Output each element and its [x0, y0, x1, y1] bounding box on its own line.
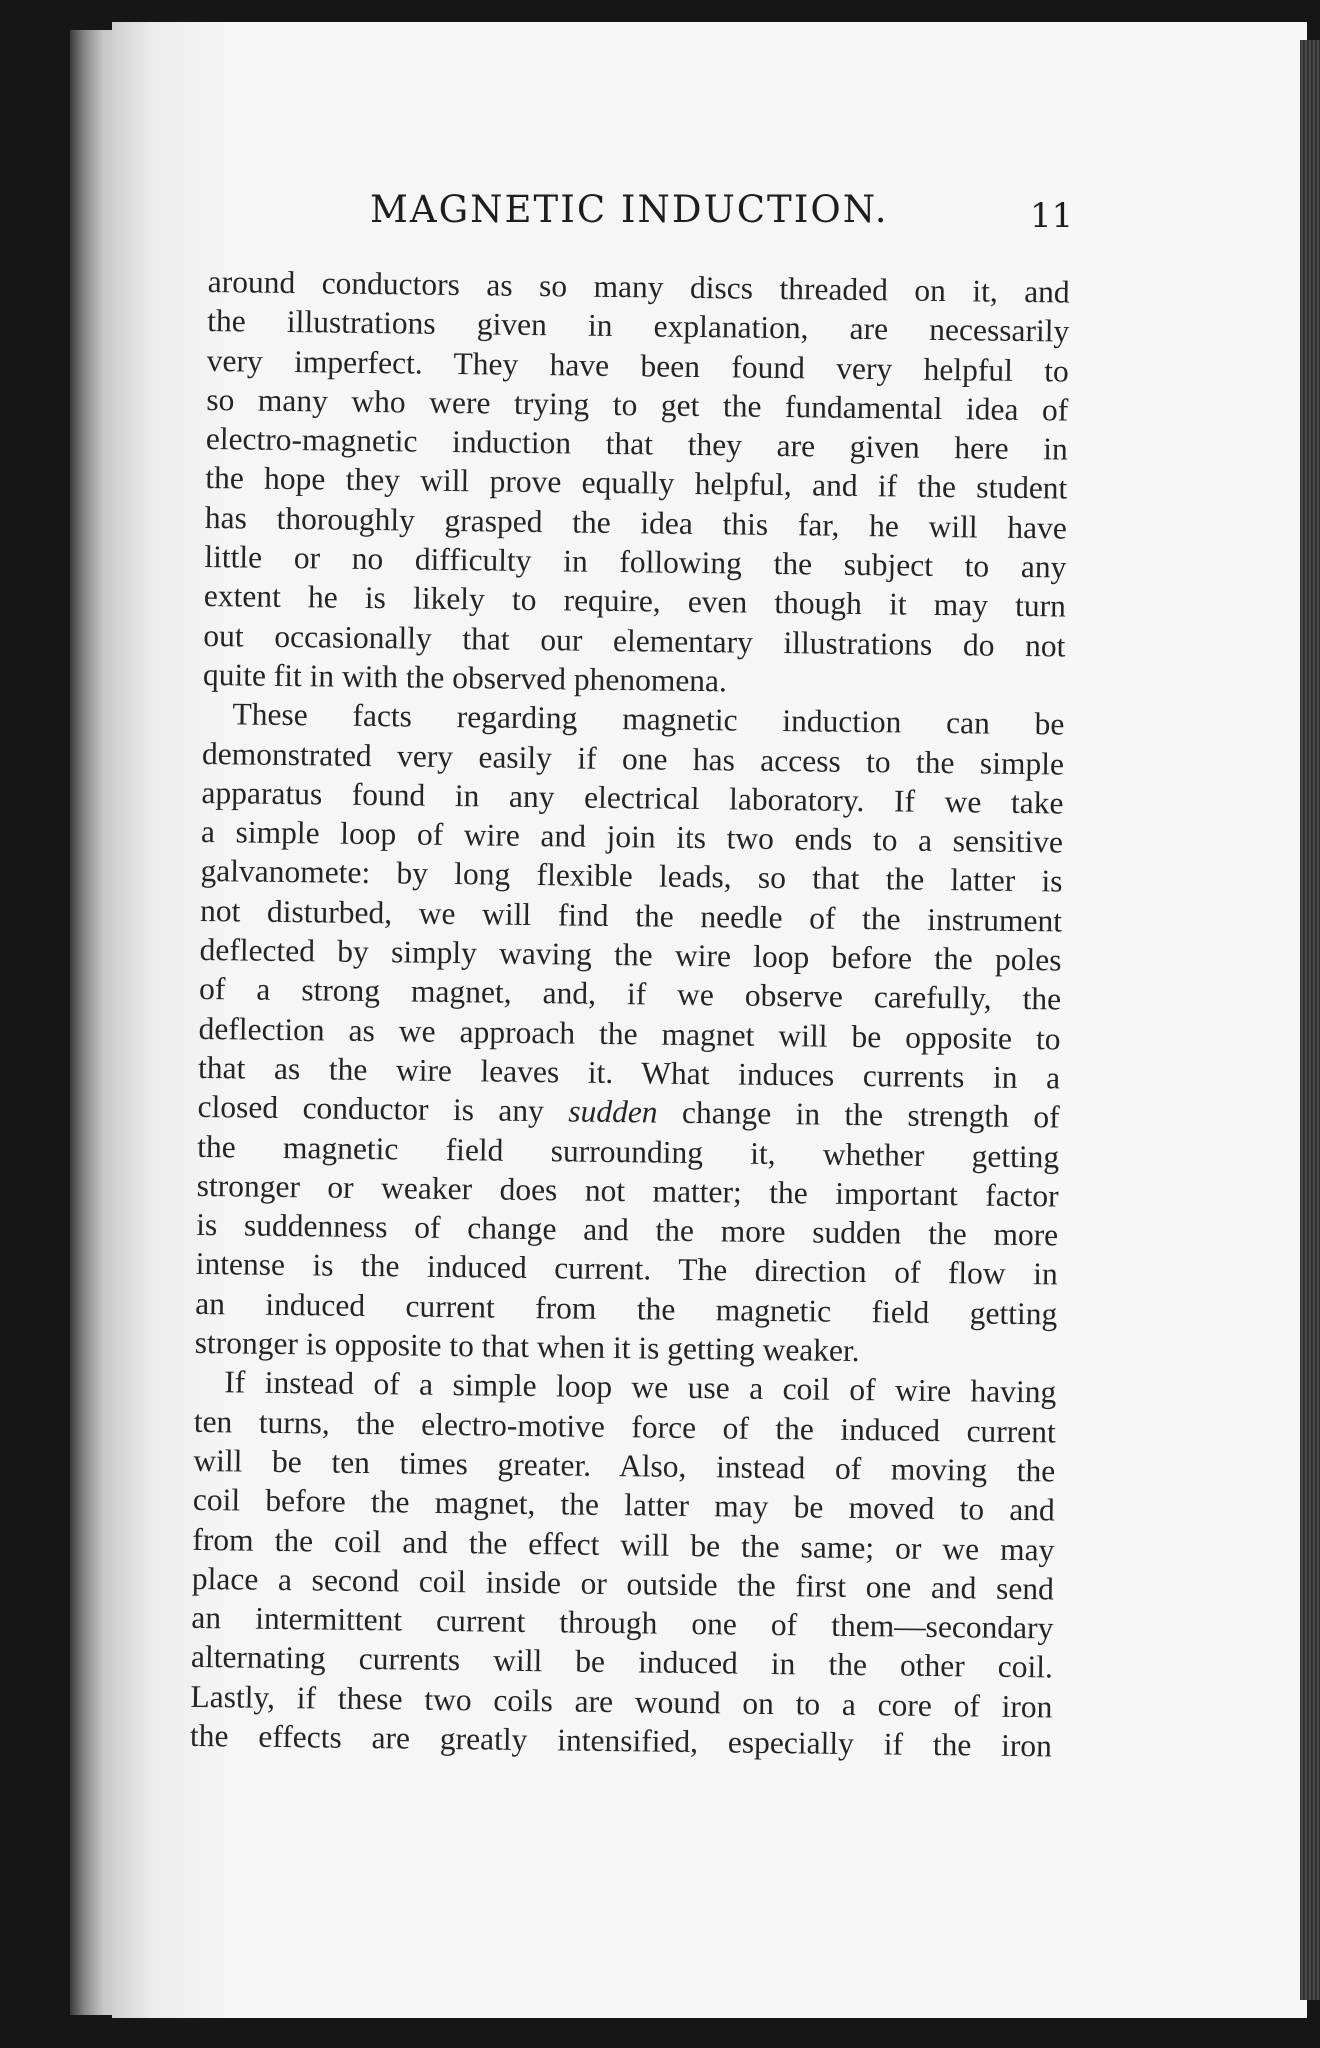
line-segment: change in the strength of — [681, 1095, 1060, 1135]
text-line: very imperfect. They have been found very helpful to — [206, 342, 1069, 389]
text-line: of a strong magnet, and, if we observe carefully, the — [198, 971, 1062, 1017]
text-line: coil before the magnet, the latter may be moved to and — [192, 1482, 1056, 1528]
text-line: galvanomete: by long flexible leads, so that the latter is — [200, 853, 1063, 899]
text-line: place a second coil inside or outside the first one and send — [191, 1560, 1055, 1607]
text-line: little or no difficulty in following the subject to any — [204, 539, 1067, 585]
text-line: from the coil and the effect will be the same; or we may — [192, 1521, 1055, 1567]
text-line: apparatus found in any electrical laboratory. If we take — [201, 774, 1064, 821]
text-line: extent he is likely to require, even though it may turn — [203, 578, 1067, 624]
text-line: deflected by simply waving the wire loop before the poles — [199, 931, 1062, 978]
text-line: electro-magnetic induction that they are given here in — [205, 421, 1068, 467]
text-line: stronger or weaker does not matter; the important factor — [196, 1167, 1059, 1214]
text-line: not disturbed, we will find the needle of the instrument — [199, 892, 1063, 939]
text-line: an induced current from the magnetic field getting — [195, 1285, 1058, 1332]
paragraph-3 — [190, 1362, 1057, 1765]
text-line: has thoroughly grasped the idea this far, he will have — [204, 499, 1068, 546]
paragraph-2 — [195, 694, 1065, 1373]
text-line: demonstrated very easily if one has access to the simple — [201, 735, 1065, 782]
italic-emphasis: sudden — [568, 1093, 658, 1130]
text-line: ten turns, the electro-motive force of the induced current — [193, 1403, 1056, 1450]
text-line: stronger is opposite to that when it is getting weaker. — [194, 1324, 860, 1369]
text-line: the effects are greatly intensified, especially if the iron — [189, 1717, 1053, 1764]
text-line: around conductors as so many discs threaded on it, and — [207, 263, 1070, 310]
text-line: If instead of a simple loop we use a coil of wire having — [224, 1364, 1057, 1410]
text-line: These facts regarding magnetic induction can be — [232, 696, 1065, 742]
body-text — [190, 262, 1070, 1766]
text-line: an intermittent current through one of them—secondary — [191, 1599, 1054, 1646]
text-line: will be ten times greater. Also, instead of moving the — [193, 1442, 1056, 1489]
text-line: out occasionally that our elementary illustrations do not — [203, 617, 1066, 664]
text-line: is suddenness of change and the more sudden the more — [196, 1207, 1059, 1253]
page-stack-edge — [1300, 40, 1320, 2000]
text-line: deflection as we approach the magnet will be opposite to — [198, 1010, 1061, 1057]
text-line: a simple loop of wire and join its two ends to a sensitive — [200, 814, 1064, 860]
text-line: the hope they will prove equally helpful, and if the student — [205, 460, 1068, 506]
text-line: the magnetic field surrounding it, whether getting — [196, 1128, 1060, 1174]
text-line: quite fit in with the observed phenomena. — [202, 656, 728, 699]
text-line: alternating currents will be induced in the other coil. — [190, 1639, 1054, 1685]
paragraph-1 — [203, 262, 1070, 705]
running-head: MAGNETIC INDUCTION. — [370, 188, 889, 231]
text-line: Lastly, if these two coils are wound on to a core of iron — [190, 1678, 1053, 1725]
line-segment: closed conductor is any — [197, 1089, 545, 1129]
text-line: that as the wire leaves it. What induces currents in a — [197, 1049, 1061, 1096]
text-line: intense is the induced current. The direction of flow in — [195, 1246, 1058, 1292]
text-line: the illustrations given in explanation, are necessarily — [207, 303, 1070, 349]
page-number: 11 — [1030, 196, 1074, 236]
text-line: so many who were trying to get the fundamental idea of — [206, 381, 1069, 428]
